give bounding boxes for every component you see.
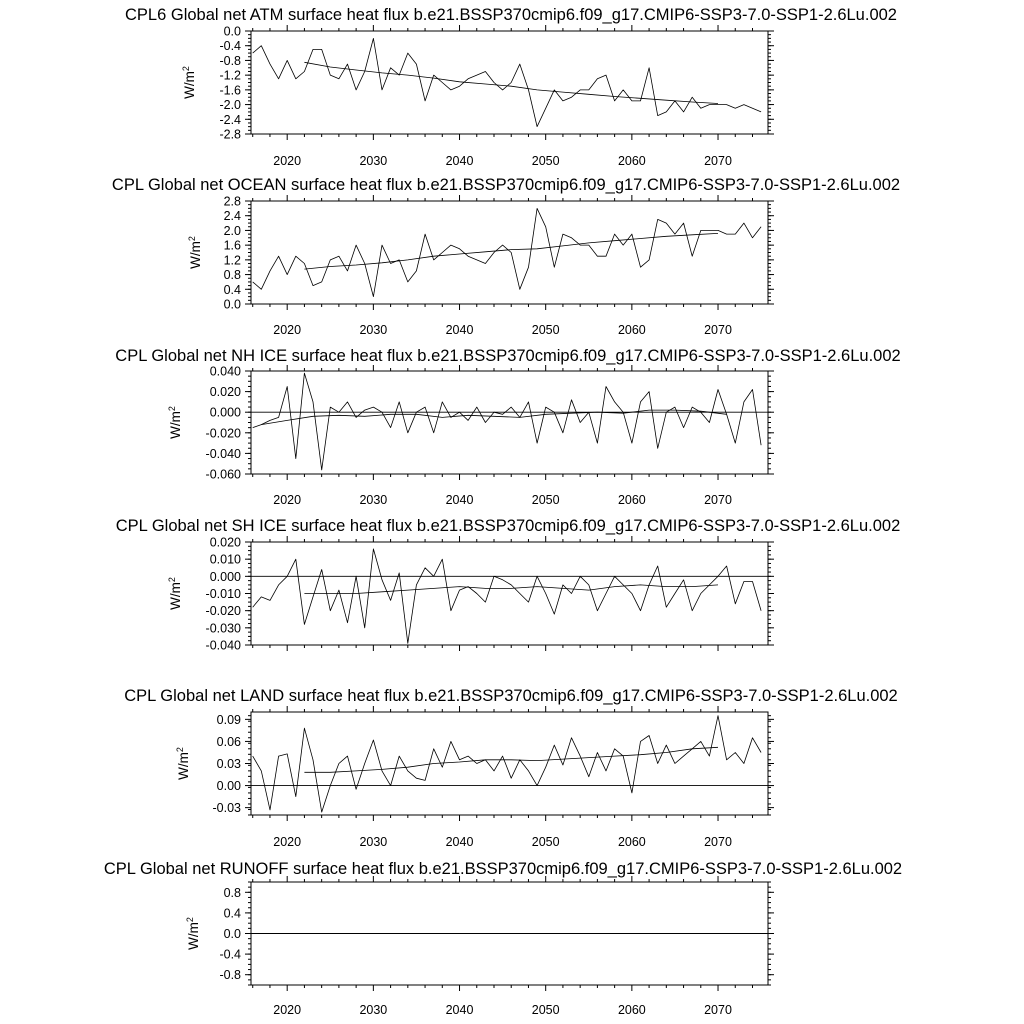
y-tick-label: 0.0: [223, 24, 241, 39]
x-tick-label: 2050: [531, 1003, 560, 1017]
x-tick-label: 2040: [445, 835, 474, 849]
panel-title: CPL Global net NH ICE surface heat flux b.e21.BSSP370cmip6.f09_g17.CMIP6-SSP3-7.0-SSP1-2.6Lu.002: [115, 347, 901, 365]
y-tick-label: 0.010: [209, 552, 241, 567]
y-tick-label: -0.4: [219, 947, 241, 962]
x-tick-label: 2050: [531, 323, 560, 337]
y-tick-label: 0.8: [223, 885, 241, 900]
x-tick-label: 2050: [531, 835, 560, 849]
y-tick-label: 0.0: [223, 927, 241, 941]
annual-series-line: [253, 373, 761, 470]
x-tick-label: 2060: [617, 323, 646, 337]
panel-title: CPL6 Global net ATM surface heat flux b.e21.BSSP370cmip6.f09_g17.CMIP6-SSP3-7.0-SSP1-2.6Lu.002: [125, 6, 897, 24]
chart-panel-2: [112, 176, 900, 337]
y-tick-label: 0.4: [223, 282, 241, 297]
y-axis-unit-label: $W/m^2$: [185, 917, 201, 950]
x-tick-label: 2070: [704, 1003, 732, 1017]
panel-title: CPL Global net LAND surface heat flux b.e21.BSSP370cmip6.f09_g17.CMIP6-SSP3-7.0-SSP1-2.6Lu.002: [124, 687, 898, 705]
plot-frame: [251, 712, 768, 815]
y-tick-label: -0.020: [205, 426, 241, 441]
y-tick-label: -1.2: [219, 68, 241, 83]
y-tick-label: 0.000: [209, 405, 241, 420]
y-tick-label: -0.020: [205, 604, 241, 619]
x-tick-label: 2070: [704, 323, 732, 337]
y-tick-label: 1.6: [223, 238, 241, 253]
y-tick-label: -0.010: [205, 587, 241, 601]
y-tick-label: -0.8: [219, 53, 241, 68]
x-tick-label: 2040: [445, 1003, 474, 1017]
annual-series-line: [253, 716, 761, 812]
y-tick-label: 0.09: [216, 712, 241, 727]
y-tick-label: 0.020: [209, 385, 241, 400]
x-tick-label: 2020: [273, 154, 302, 168]
y-axis-unit-label: $W/m^2$: [175, 747, 191, 780]
y-tick-label: -0.030: [205, 621, 241, 636]
annual-series-line: [253, 549, 761, 643]
x-tick-label: 2070: [704, 154, 732, 168]
y-tick-label: -0.040: [205, 638, 241, 653]
plot-frame: [251, 31, 768, 134]
y-axis-unit-label: $W/m^2$: [167, 406, 183, 439]
x-tick-label: 2030: [359, 835, 388, 849]
y-tick-label: -0.8: [219, 968, 241, 983]
x-tick-label: 2030: [359, 323, 388, 337]
x-tick-label: 2060: [617, 493, 646, 507]
x-tick-label: 2060: [617, 154, 646, 168]
panel-title: CPL Global net RUNOFF surface heat flux b.e21.BSSP370cmip6.f09_g17.CMIP6-SSP3-7.0-SSP1-2.6Lu.002: [103, 860, 903, 878]
y-axis-unit-label: $W/m^2$: [181, 66, 197, 99]
y-tick-label: 2.0: [223, 223, 241, 238]
x-tick-label: 2040: [445, 323, 474, 337]
x-tick-label: 2030: [359, 154, 388, 168]
x-tick-label: 2050: [531, 493, 560, 507]
chart-panel-6: [104, 860, 902, 1017]
x-tick-label: 2070: [704, 493, 732, 507]
y-tick-label: 0.040: [209, 364, 241, 379]
y-axis-unit-label: $W/m^2$: [187, 236, 203, 269]
y-tick-label: 0.06: [216, 734, 241, 749]
x-tick-label: 2020: [273, 323, 302, 337]
x-tick-label: 2060: [617, 835, 646, 849]
y-tick-label: -0.060: [205, 467, 241, 482]
chart-panel-4: [116, 517, 901, 653]
panel-title: CPL Global net OCEAN surface heat flux b.e21.BSSP370cmip6.f09_g17.CMIP6-SSP3-7.0-SSP1-2.6Lu.002: [111, 176, 901, 194]
panel-title: CPL Global net SH ICE surface heat flux b.e21.BSSP370cmip6.f09_g17.CMIP6-SSP3-7.0-SSP1-2.6Lu.002: [115, 517, 901, 535]
y-tick-label: 0.8: [223, 268, 241, 283]
x-tick-label: 2040: [445, 493, 474, 507]
y-tick-label: 1.2: [223, 253, 241, 268]
x-tick-label: 2030: [359, 493, 388, 507]
running-mean-line: [304, 233, 718, 269]
y-tick-label: 0.00: [216, 779, 241, 794]
chart-panel-3: [115, 347, 900, 507]
x-tick-label: 2020: [273, 493, 302, 507]
x-tick-label: 2070: [704, 835, 732, 849]
annual-series-line: [253, 208, 761, 296]
y-tick-label: 0.020: [209, 535, 241, 550]
chart-panel-5: [124, 687, 898, 849]
y-tick-label: 0.03: [216, 757, 241, 771]
x-tick-label: 2030: [359, 1003, 388, 1017]
x-tick-label: 2040: [445, 154, 474, 168]
chart-panel-1: [125, 6, 897, 168]
y-tick-label: -0.03: [212, 801, 241, 816]
y-tick-label: 2.8: [223, 194, 241, 209]
y-tick-label: 2.4: [223, 209, 241, 224]
x-tick-label: 2050: [531, 154, 560, 168]
y-tick-label: 0.4: [223, 906, 241, 921]
x-tick-label: 2020: [273, 1003, 302, 1017]
y-tick-label: -2.8: [219, 127, 241, 142]
plot-frame: [251, 201, 768, 304]
x-tick-label: 2020: [273, 835, 302, 849]
annual-series-line: [253, 38, 761, 126]
y-tick-label: -2.4: [219, 112, 241, 127]
y-tick-label: -1.6: [219, 83, 241, 98]
y-tick-label: -2.0: [219, 98, 241, 113]
y-tick-label: -0.4: [219, 39, 241, 54]
y-tick-label: 0.0: [223, 297, 241, 312]
x-tick-label: 2060: [617, 1003, 646, 1017]
y-axis-unit-label: $W/m^2$: [167, 577, 183, 610]
running-mean-line: [304, 585, 718, 594]
y-tick-label: 0.000: [209, 569, 241, 584]
y-tick-label: -0.040: [205, 446, 241, 461]
